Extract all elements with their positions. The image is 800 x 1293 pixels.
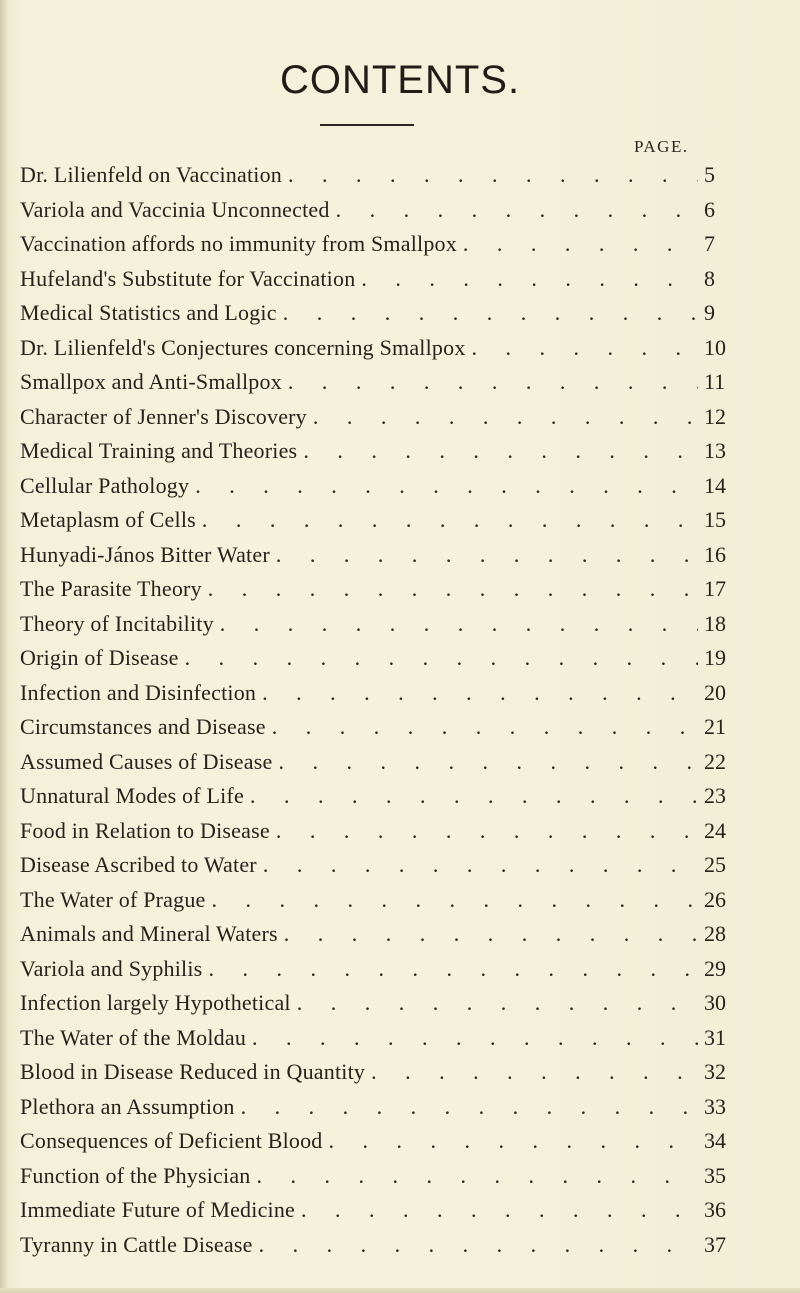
dot-leader <box>252 1021 698 1056</box>
toc-entry <box>20 331 740 366</box>
dot-leader <box>259 1228 698 1263</box>
dot-leader <box>463 227 698 262</box>
toc-entry <box>20 952 740 987</box>
toc-entry <box>20 1021 740 1056</box>
toc-entry-title: Unnatural Modes of Life <box>20 783 244 808</box>
toc-entry-title: Cellular Pathology <box>20 472 190 498</box>
toc-entry-page: 11 <box>704 369 726 394</box>
toc-entry <box>20 779 740 814</box>
dot-leader <box>361 262 698 297</box>
toc-entry-page: 14 <box>704 472 726 498</box>
dot-leader <box>284 917 698 952</box>
dot-leader <box>250 779 698 814</box>
dot-leader <box>371 1055 698 1090</box>
toc-entry-title: Food in Relation to Disease <box>20 817 270 843</box>
toc-entry <box>20 917 740 952</box>
toc-entry-page: 34 <box>704 1128 726 1153</box>
toc-entry <box>20 641 740 676</box>
dot-leader <box>276 538 698 573</box>
toc-entry-page: 10 <box>704 334 726 360</box>
toc-entry <box>20 676 740 711</box>
dot-leader <box>272 710 698 745</box>
toc-entry-page: 28 <box>704 921 726 946</box>
toc-entry-title: Medical Training and Theories <box>20 438 298 463</box>
toc-entry-page: 37 <box>704 1231 726 1257</box>
toc-entry <box>20 1124 740 1159</box>
toc-entry-title: Animals and Mineral Waters <box>20 921 278 946</box>
toc-entry-page: 25 <box>704 852 726 877</box>
toc-entry-page: 30 <box>704 990 726 1015</box>
toc-entry-title: The Water of Prague <box>20 886 206 912</box>
toc-entry-title: Infection and Disinfection <box>20 679 257 705</box>
toc-entry-page: 26 <box>704 886 726 912</box>
dot-leader <box>276 814 698 849</box>
toc-entry <box>20 262 740 297</box>
toc-entry <box>20 296 740 331</box>
dot-leader <box>297 986 698 1021</box>
toc-entry-title: Function of the Physician <box>20 1162 251 1188</box>
toc-entry <box>20 572 740 607</box>
toc-entry-title: Origin of Disease <box>20 645 179 670</box>
toc-entry-title: Consequences of Deficient Blood <box>20 1128 323 1153</box>
toc-entry <box>20 1055 740 1090</box>
toc-entry-page: 8 <box>704 265 715 291</box>
toc-entry-page: 32 <box>704 1059 726 1084</box>
toc-entry-title: Smallpox and Anti-Smallpox <box>20 369 282 394</box>
toc-entry-title: Variola and Syphilis <box>20 955 203 981</box>
toc-entry-title: Dr. Lilienfeld's Conjectures concerning Smallpox <box>20 334 466 360</box>
dot-leader <box>301 1193 698 1228</box>
toc-entry-title: Metaplasm of Cells <box>20 507 196 532</box>
toc-entry <box>20 745 740 780</box>
dot-leader <box>202 503 698 538</box>
dot-leader <box>263 848 698 883</box>
toc-entry-page: 9 <box>704 300 715 325</box>
toc-entry-page: 36 <box>704 1197 726 1222</box>
toc-entry-page: 33 <box>704 1093 726 1119</box>
dot-leader <box>288 365 698 400</box>
toc-entry-title: Tyranny in Cattle Disease <box>20 1231 253 1257</box>
toc-entry-page: 35 <box>704 1162 726 1188</box>
toc-entry-page: 17 <box>704 576 726 601</box>
toc-entry-title: Infection largely Hypothetical <box>20 990 291 1015</box>
toc-entry-page: 15 <box>704 507 726 532</box>
toc-entry-page: 18 <box>704 610 726 636</box>
dot-leader <box>208 952 698 987</box>
toc-entry-title: Plethora an Assumption <box>20 1093 235 1119</box>
toc-entry-page: 5 <box>704 162 715 187</box>
dot-leader <box>241 1090 698 1125</box>
dot-leader <box>278 745 698 780</box>
toc-entry <box>20 883 740 918</box>
toc-entry <box>20 538 740 573</box>
toc-entry-page: 16 <box>704 541 726 567</box>
toc-entry-page: 21 <box>704 714 726 739</box>
toc-entry-page: 20 <box>704 679 726 705</box>
toc-entry-page: 7 <box>704 231 715 256</box>
toc-entry-title: Character of Jenner's Discovery <box>20 403 307 429</box>
toc-entry <box>20 1228 740 1263</box>
toc-entry <box>20 710 740 745</box>
toc-entry-title: Dr. Lilienfeld on Vaccination <box>20 162 282 187</box>
toc-entry-title: Circumstances and Disease <box>20 714 266 739</box>
page-bottom-edge <box>0 1288 800 1293</box>
toc-entry <box>20 227 740 262</box>
toc-entry <box>20 158 740 193</box>
toc-entry <box>20 1159 740 1194</box>
toc-entry-title: Hunyadi-János Bitter Water <box>20 541 270 567</box>
dot-leader <box>256 1159 698 1194</box>
toc-entry-page: 19 <box>704 645 726 670</box>
dot-leader <box>303 434 698 469</box>
contents-title: CONTENTS. <box>279 58 521 102</box>
toc-entry-title: Vaccination affords no immunity from Smallpox <box>20 231 457 256</box>
toc-entry <box>20 365 740 400</box>
toc-entry-title: Hufeland's Substitute for Vaccination <box>20 265 356 291</box>
dot-leader <box>288 158 698 193</box>
dot-leader <box>336 193 698 228</box>
dot-leader <box>283 296 698 331</box>
toc-entry-page: 23 <box>704 783 726 808</box>
toc-entry-page: 13 <box>704 438 726 463</box>
toc-entry <box>20 607 740 642</box>
toc-entry <box>20 986 740 1021</box>
toc-entry-page: 24 <box>704 817 726 843</box>
toc-entry-title: Disease Ascribed to Water <box>20 852 257 877</box>
toc-entry-title: Variola and Vaccinia Unconnected <box>20 196 330 222</box>
toc-entry-title: Theory of Incitability <box>20 610 214 636</box>
binding-shadow <box>0 0 8 1293</box>
toc-entry <box>20 469 740 504</box>
toc-entry-title: Assumed Causes of Disease <box>20 748 273 774</box>
dot-leader <box>313 400 698 435</box>
toc-entry-page: 12 <box>704 403 726 429</box>
title-rule <box>320 124 414 126</box>
dot-leader <box>472 331 698 366</box>
dot-leader <box>195 469 698 504</box>
toc-entry <box>20 193 740 228</box>
dot-leader <box>329 1124 698 1159</box>
toc-entry <box>20 400 740 435</box>
toc-entry <box>20 1193 740 1228</box>
toc-entry-page: 31 <box>704 1024 726 1050</box>
toc-entry-title: Immediate Future of Medicine <box>20 1197 296 1222</box>
table-of-contents <box>20 158 740 1262</box>
toc-entry-title: The Parasite Theory <box>20 576 202 601</box>
dot-leader <box>212 883 699 918</box>
toc-entry-title: Medical Statistics and Logic <box>20 300 277 325</box>
dot-leader <box>185 641 698 676</box>
toc-entry <box>20 848 740 883</box>
toc-entry <box>20 814 740 849</box>
toc-entry <box>20 434 740 469</box>
toc-entry <box>20 503 740 538</box>
dot-leader <box>208 572 698 607</box>
toc-entry <box>20 1090 740 1125</box>
toc-entry-page: 6 <box>704 196 715 222</box>
toc-entry-title: The Water of the Moldau <box>20 1024 247 1050</box>
dot-leader <box>262 676 698 711</box>
toc-entry-page: 22 <box>704 748 726 774</box>
toc-entry-page: 29 <box>704 955 726 981</box>
page-column-label: PAGE. <box>634 137 689 156</box>
dot-leader <box>220 607 698 642</box>
toc-entry-title: Blood in Disease Reduced in Quantity <box>20 1059 366 1084</box>
